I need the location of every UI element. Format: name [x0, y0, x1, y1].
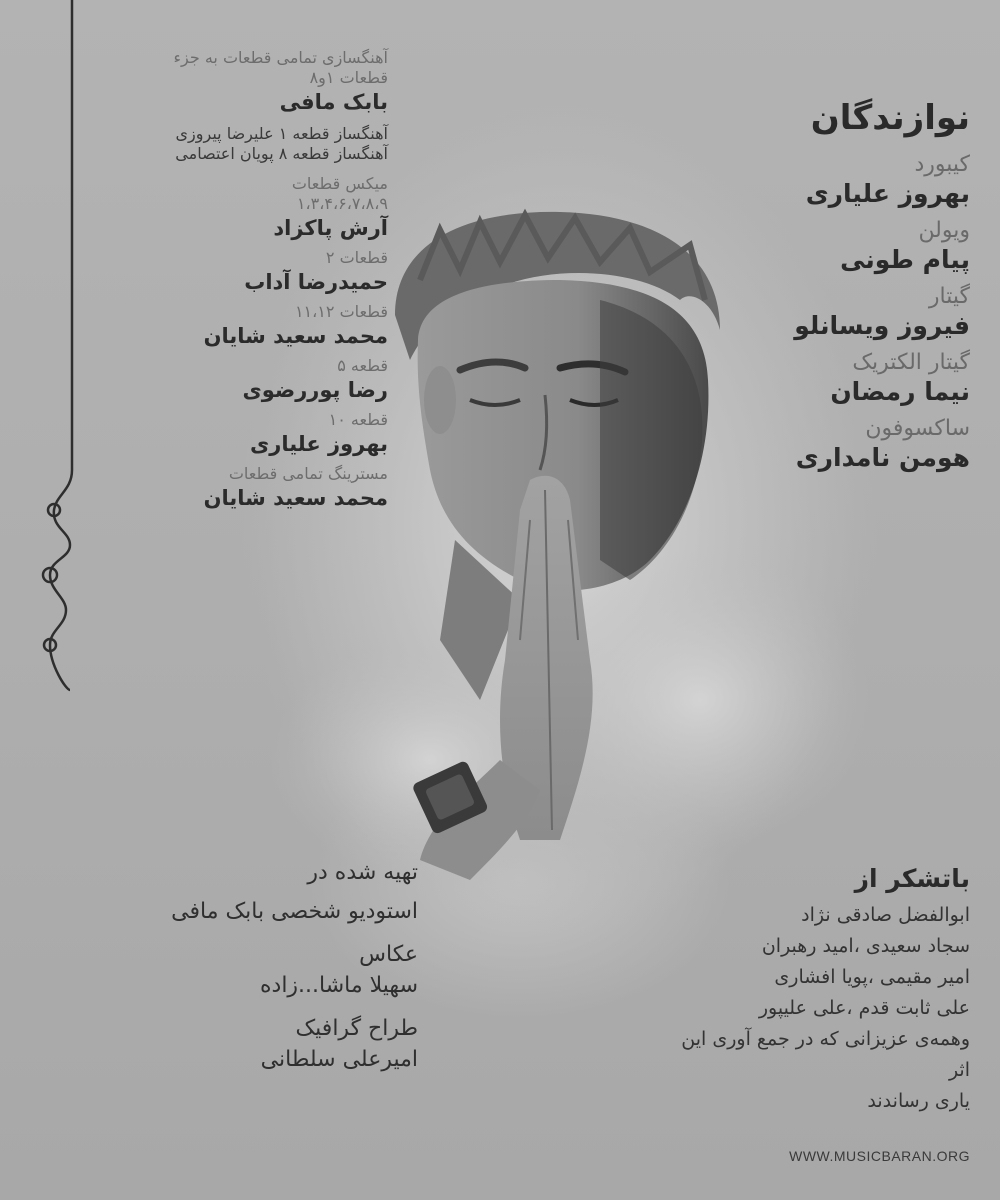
musician-item [700, 284, 970, 342]
production-credits [88, 48, 388, 518]
track2-name: حمیدرضا آداب [244, 270, 388, 294]
composer-track1: آهنگساز قطعه ۱ علیرضا پیروزی [175, 124, 388, 143]
mastering-label: مسترینگ تمامی قطعات [228, 464, 388, 483]
instrument-label: ویولن [918, 218, 970, 243]
thanks-line: سجاد سعیدی ،امید رهبران [761, 935, 970, 957]
instrument-label: ساکسوفون [865, 416, 970, 441]
thanks-line: یاری رساندند [867, 1090, 970, 1112]
musician-item [700, 350, 970, 408]
instrument-label: کیبورد [914, 152, 970, 177]
track1112-label: قطعات ۱۱،۱۲ [294, 302, 388, 321]
thanks-line: علی ثابت قدم ،علی علیپور [758, 997, 970, 1019]
graphic-designer-name: امیرعلی سلطانی [260, 1047, 418, 1072]
photographer-name: سهیلا ماشا...زاده [260, 973, 418, 998]
website-url: WWW.MUSICBARAN.ORG [789, 1148, 970, 1164]
musician-item [700, 416, 970, 474]
track10-label: قطعه ۱۰ [328, 410, 388, 429]
track5-label: قطعه ۵ [337, 356, 388, 375]
mastering-name: محمد سعید شایان [203, 486, 388, 510]
musician-name: بهروز علیاری [805, 179, 970, 208]
studio-name: استودیو شخصی بابک مافی [171, 899, 418, 924]
instrument-label: گیتار الکتریک [852, 350, 970, 375]
thanks-title: باتشکر از [854, 864, 970, 893]
thanks-line: امیر مقیمی ،پویا افشاری [774, 966, 970, 988]
musician-name: هومن نامداری [795, 443, 970, 472]
instrument-label: گیتار [928, 284, 970, 309]
graphic-designer-label: طراح گرافیک [295, 1016, 418, 1041]
musician-name: پیام طونی [840, 245, 970, 274]
mix-label: میکس قطعات [291, 174, 388, 193]
musician-name: فیروز ویسانلو [794, 311, 970, 340]
thanks-section [670, 862, 970, 1117]
track5-name: رضا پوررضوی [242, 378, 388, 402]
thanks-line: وهمه‌ی عزیزانی که در جمع آوری این اثر [681, 1028, 970, 1081]
track10-name: بهروز علیاری [250, 432, 388, 456]
mix-engineer-name: آرش پاکزاد [273, 216, 388, 240]
photographer-label: عکاس [359, 942, 418, 967]
track2-label: قطعات ۲ [325, 248, 388, 267]
prepared-at-label: تهیه شده در [307, 860, 418, 885]
ornament-swirl-icon [36, 0, 86, 700]
track1112-name: محمد سعید شایان [203, 324, 388, 348]
studio-credits [88, 858, 418, 1088]
mix-tracks: ۱،۳،۴،۶،۷،۸،۹ [296, 194, 388, 213]
thanks-line: ابوالفضل صادقی نژاد [801, 904, 970, 926]
musician-item [700, 218, 970, 276]
musicians-title: نوازندگان [810, 98, 970, 138]
musician-item [700, 152, 970, 210]
composer-label: آهنگسازی تمامی قطعات به جزء [173, 48, 388, 67]
composer-track8: آهنگساز قطعه ۸ پویان اعتصامی [175, 144, 388, 163]
composer-tracks: قطعات ۱و۸ [309, 68, 388, 87]
musician-name: نیما رمضان [830, 377, 970, 406]
musicians-section [700, 96, 970, 482]
composer-name: بابک مافی [279, 90, 388, 114]
